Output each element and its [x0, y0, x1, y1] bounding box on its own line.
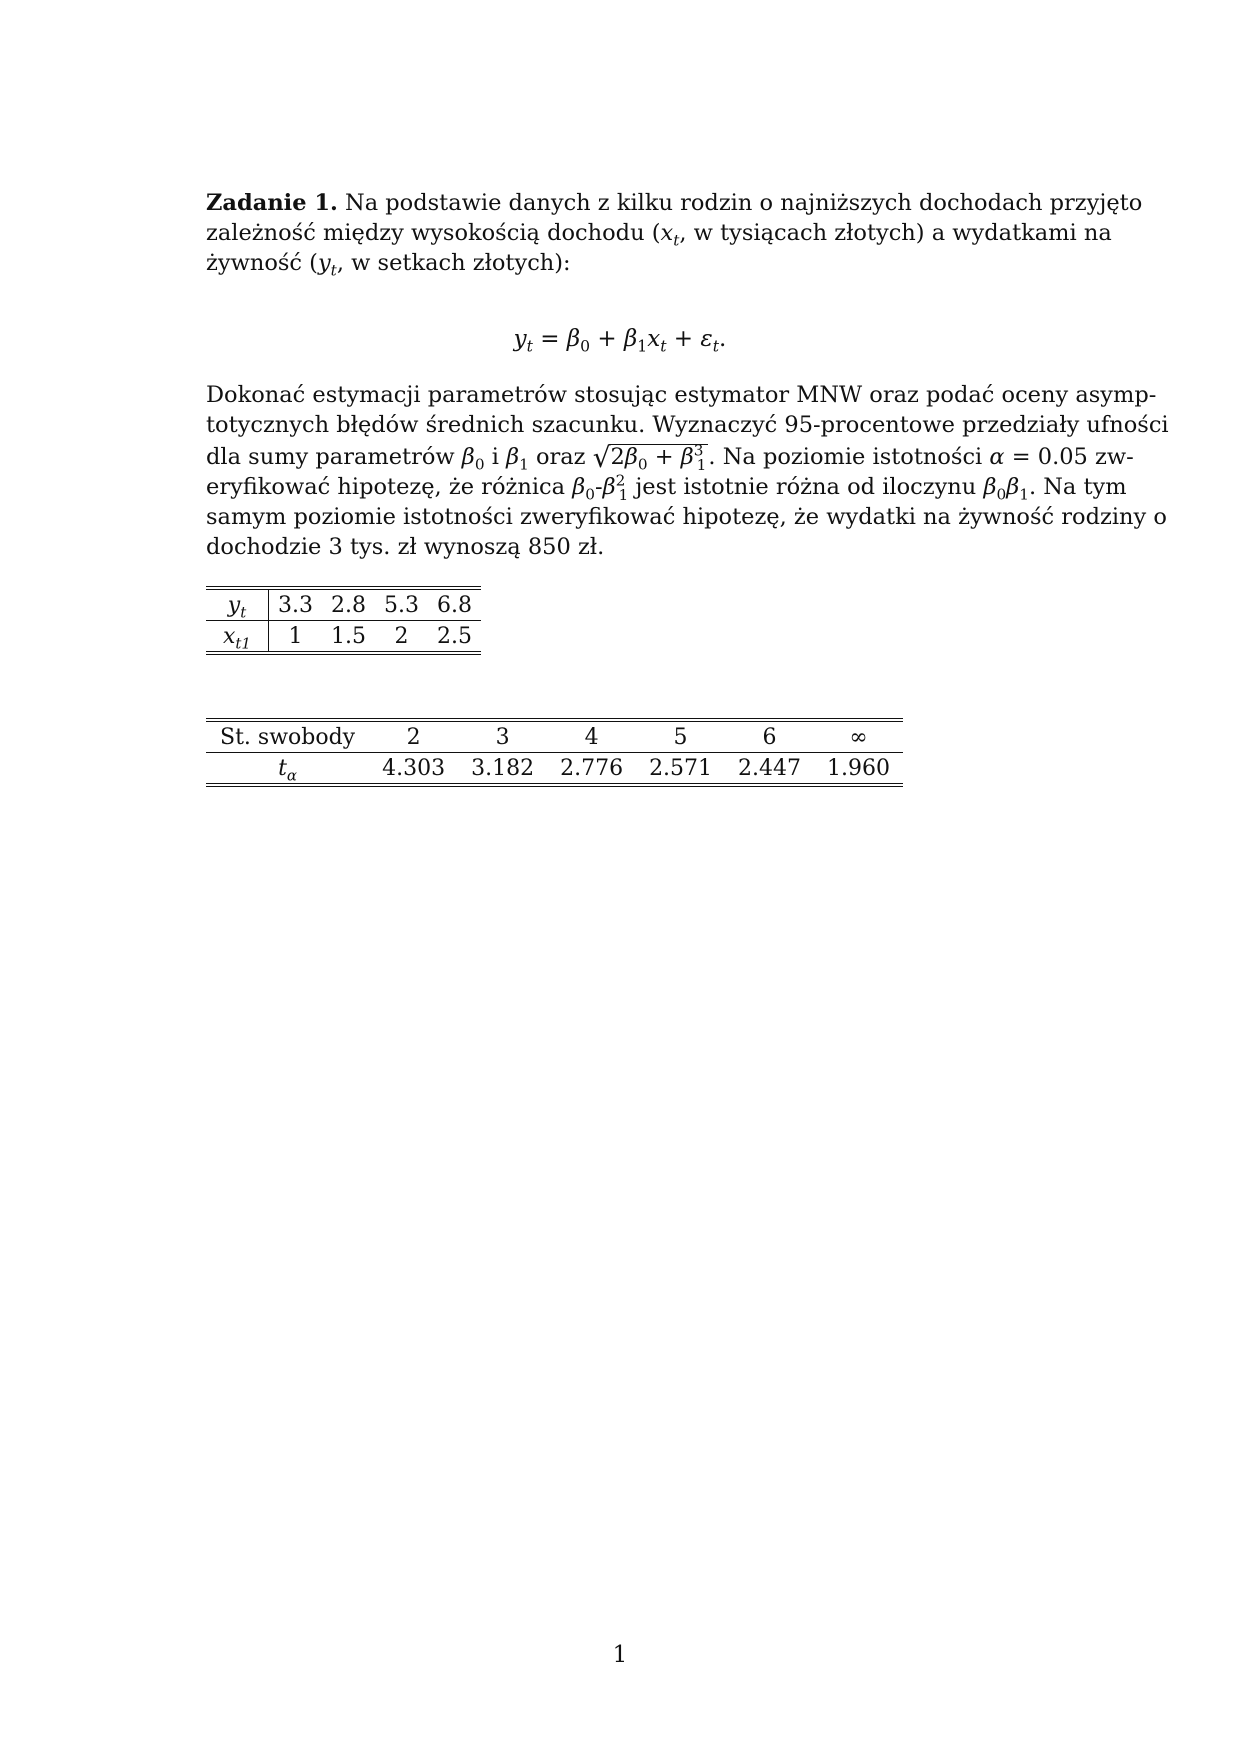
page-number: 1: [612, 1642, 628, 1668]
problem-paragraph-2: Dokonać estymacji parametrów stosując estymator MNW oraz podać oceny asymp- totycznych błędów średnich szacunku. Wyznaczyć 95-procentowe przedziały ufności dla sumy parametrów $\beta_0$ i $\beta_1$ oraz $√2\beta_0 + \beta^3_1$. Na poziomie istotności α = 0.05 zw- eryfikować hipotezę, że różnica $\beta_0-\beta^2_1$ jest istotnie różna od iloczynu $\beta_0\beta_1$. Na tym samym poziomie istotności zweryfikować hipotezę, że wydatki na żywność rodziny o dochodzie 3 tys. zł wynoszą 850 zł.: [206, 382, 1169, 560]
table-row: $y_t$ 3.3 2.8 5.3 6.8: [206, 588, 481, 621]
data-table: [206, 586, 481, 655]
table-row: $t_\alpha$ 4.303 3.182 2.776 2.571 2.447 1.960: [206, 753, 903, 786]
y-header: $y_t$: [206, 588, 268, 621]
table-row: St. swobody 2 3 4 5 6 ∞: [206, 720, 903, 753]
problem-paragraph-1: Zadanie 1. Na podstawie danych z kilku rodzin o najniższych dochodach przyjęto zależność między wysokością dochodu ($x_t$, w tysiącach złotych) a wydatkami na żywność ($y_t$, w setkach złotych):: [206, 190, 1143, 280]
t-distribution-table: [206, 718, 903, 787]
sqrt-sign: √: [592, 441, 611, 474]
problem-label: Zadanie 1.: [206, 190, 338, 216]
t-alpha-label: $t_\alpha$: [278, 755, 298, 784]
x-header: $x_{t1}$: [206, 621, 268, 654]
degrees-of-freedom-label: St. swobody: [206, 720, 369, 753]
table-row: $x_{t1}$ 1 1.5 2 2.5: [206, 621, 481, 654]
model-equation: $y_t = \beta_0 + \beta_1x_t + \varepsilon_t$.: [513, 326, 727, 356]
